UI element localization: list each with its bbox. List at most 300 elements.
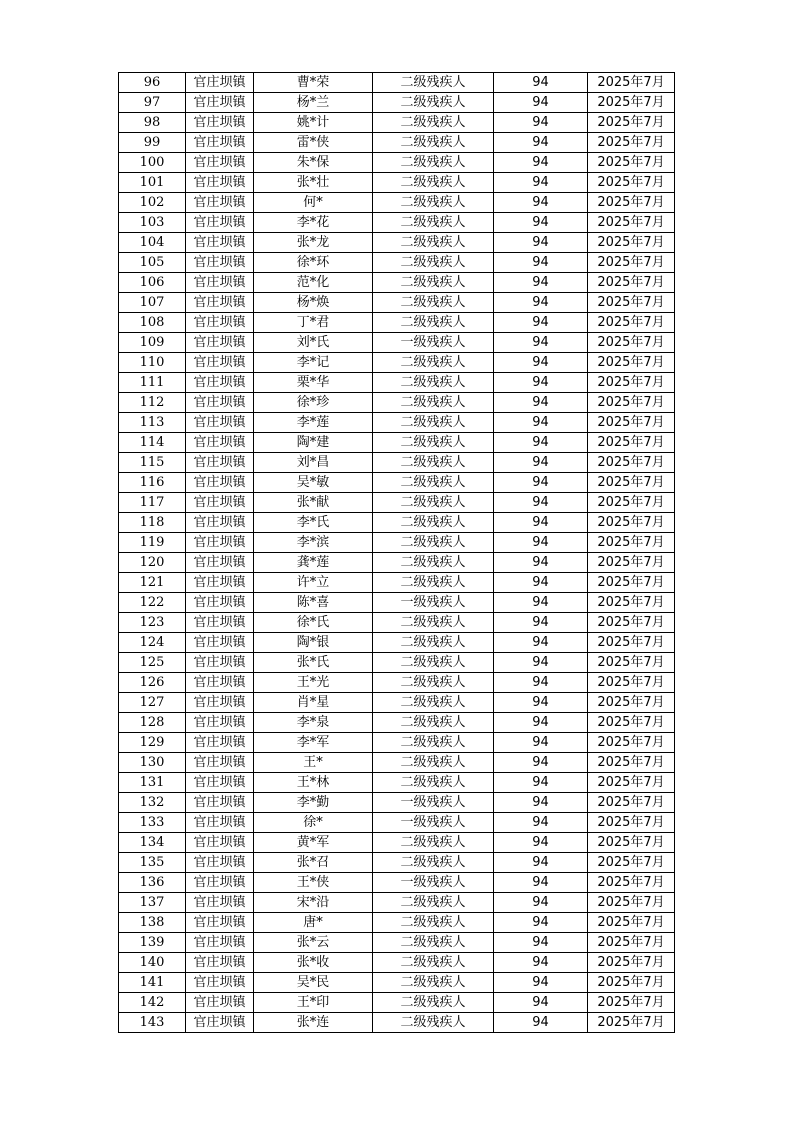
- town-cell: 官庄坝镇: [186, 73, 254, 93]
- table-row: [119, 173, 675, 193]
- town-cell: 官庄坝镇: [186, 913, 254, 933]
- amount-cell: 94: [494, 733, 588, 753]
- row-number-cell: 139: [119, 933, 186, 953]
- town-cell: 官庄坝镇: [186, 653, 254, 673]
- amount-cell: 94: [494, 673, 588, 693]
- amount-cell: 94: [494, 653, 588, 673]
- amount-cell: 94: [494, 73, 588, 93]
- month-cell: 2025年7月: [588, 953, 675, 973]
- amount-cell: 94: [494, 613, 588, 633]
- disability-level-cell: 一级残疾人: [373, 593, 494, 613]
- amount-cell: 94: [494, 313, 588, 333]
- name-cell: 黄*军: [254, 833, 373, 853]
- disability-level-cell: 二级残疾人: [373, 353, 494, 373]
- table-row: [119, 133, 675, 153]
- town-cell: 官庄坝镇: [186, 373, 254, 393]
- disability-level-cell: 二级残疾人: [373, 193, 494, 213]
- month-cell: 2025年7月: [588, 133, 675, 153]
- town-cell: 官庄坝镇: [186, 333, 254, 353]
- amount-cell: 94: [494, 913, 588, 933]
- name-cell: 姚*计: [254, 113, 373, 133]
- name-cell: 刘*氏: [254, 333, 373, 353]
- disability-level-cell: 二级残疾人: [373, 933, 494, 953]
- table-row: [119, 493, 675, 513]
- amount-cell: 94: [494, 553, 588, 573]
- table-row: [119, 913, 675, 933]
- disability-level-cell: 二级残疾人: [373, 893, 494, 913]
- disability-level-cell: 二级残疾人: [373, 413, 494, 433]
- row-number-cell: 117: [119, 493, 186, 513]
- disability-level-cell: 二级残疾人: [373, 693, 494, 713]
- town-cell: 官庄坝镇: [186, 233, 254, 253]
- amount-cell: 94: [494, 793, 588, 813]
- row-number-cell: 134: [119, 833, 186, 853]
- name-cell: 李*莲: [254, 413, 373, 433]
- town-cell: 官庄坝镇: [186, 673, 254, 693]
- row-number-cell: 126: [119, 673, 186, 693]
- amount-cell: 94: [494, 1013, 588, 1033]
- month-cell: 2025年7月: [588, 373, 675, 393]
- town-cell: 官庄坝镇: [186, 413, 254, 433]
- table-row: [119, 753, 675, 773]
- disability-level-cell: 二级残疾人: [373, 633, 494, 653]
- row-number-cell: 96: [119, 73, 186, 93]
- name-cell: 杨*焕: [254, 293, 373, 313]
- amount-cell: 94: [494, 153, 588, 173]
- disability-level-cell: 一级残疾人: [373, 873, 494, 893]
- month-cell: 2025年7月: [588, 493, 675, 513]
- amount-cell: 94: [494, 753, 588, 773]
- month-cell: 2025年7月: [588, 633, 675, 653]
- town-cell: 官庄坝镇: [186, 273, 254, 293]
- month-cell: 2025年7月: [588, 213, 675, 233]
- month-cell: 2025年7月: [588, 193, 675, 213]
- disability-level-cell: 二级残疾人: [373, 253, 494, 273]
- disability-level-cell: 二级残疾人: [373, 93, 494, 113]
- name-cell: 徐*环: [254, 253, 373, 273]
- name-cell: 陶*建: [254, 433, 373, 453]
- amount-cell: 94: [494, 293, 588, 313]
- disability-level-cell: 二级残疾人: [373, 213, 494, 233]
- town-cell: 官庄坝镇: [186, 693, 254, 713]
- name-cell: 雷*侠: [254, 133, 373, 153]
- town-cell: 官庄坝镇: [186, 873, 254, 893]
- table-row: [119, 953, 675, 973]
- amount-cell: 94: [494, 193, 588, 213]
- disability-level-cell: 二级残疾人: [373, 513, 494, 533]
- disability-level-cell: 二级残疾人: [373, 753, 494, 773]
- disability-level-cell: 二级残疾人: [373, 1013, 494, 1033]
- disability-level-cell: 二级残疾人: [373, 773, 494, 793]
- month-cell: 2025年7月: [588, 853, 675, 873]
- town-cell: 官庄坝镇: [186, 753, 254, 773]
- name-cell: 张*献: [254, 493, 373, 513]
- name-cell: 王*林: [254, 773, 373, 793]
- table-row: [119, 713, 675, 733]
- row-number-cell: 132: [119, 793, 186, 813]
- table-row: [119, 473, 675, 493]
- row-number-cell: 120: [119, 553, 186, 573]
- amount-cell: 94: [494, 893, 588, 913]
- month-cell: 2025年7月: [588, 513, 675, 533]
- month-cell: 2025年7月: [588, 253, 675, 273]
- month-cell: 2025年7月: [588, 753, 675, 773]
- row-number-cell: 102: [119, 193, 186, 213]
- table-row: [119, 273, 675, 293]
- disability-level-cell: 二级残疾人: [373, 613, 494, 633]
- row-number-cell: 105: [119, 253, 186, 273]
- row-number-cell: 112: [119, 393, 186, 413]
- name-cell: 张*云: [254, 933, 373, 953]
- town-cell: 官庄坝镇: [186, 833, 254, 853]
- name-cell: 朱*保: [254, 153, 373, 173]
- name-cell: 李*泉: [254, 713, 373, 733]
- name-cell: 李*滨: [254, 533, 373, 553]
- amount-cell: 94: [494, 533, 588, 553]
- name-cell: 李*勤: [254, 793, 373, 813]
- month-cell: 2025年7月: [588, 293, 675, 313]
- month-cell: 2025年7月: [588, 113, 675, 133]
- table-row: [119, 833, 675, 853]
- disability-level-cell: 二级残疾人: [373, 173, 494, 193]
- town-cell: 官庄坝镇: [186, 633, 254, 653]
- row-number-cell: 137: [119, 893, 186, 913]
- disability-level-cell: 二级残疾人: [373, 313, 494, 333]
- name-cell: 何*: [254, 193, 373, 213]
- disability-level-cell: 二级残疾人: [373, 533, 494, 553]
- town-cell: 官庄坝镇: [186, 733, 254, 753]
- row-number-cell: 97: [119, 93, 186, 113]
- amount-cell: 94: [494, 213, 588, 233]
- name-cell: 陈*喜: [254, 593, 373, 613]
- row-number-cell: 143: [119, 1013, 186, 1033]
- month-cell: 2025年7月: [588, 433, 675, 453]
- disability-level-cell: 二级残疾人: [373, 233, 494, 253]
- row-number-cell: 125: [119, 653, 186, 673]
- town-cell: 官庄坝镇: [186, 993, 254, 1013]
- amount-cell: 94: [494, 693, 588, 713]
- town-cell: 官庄坝镇: [186, 353, 254, 373]
- month-cell: 2025年7月: [588, 273, 675, 293]
- name-cell: 唐*: [254, 913, 373, 933]
- table-row: [119, 793, 675, 813]
- month-cell: 2025年7月: [588, 333, 675, 353]
- name-cell: 吴*敏: [254, 473, 373, 493]
- month-cell: 2025年7月: [588, 973, 675, 993]
- row-number-cell: 109: [119, 333, 186, 353]
- row-number-cell: 122: [119, 593, 186, 613]
- month-cell: 2025年7月: [588, 993, 675, 1013]
- amount-cell: 94: [494, 493, 588, 513]
- month-cell: 2025年7月: [588, 73, 675, 93]
- town-cell: 官庄坝镇: [186, 213, 254, 233]
- disability-level-cell: 二级残疾人: [373, 453, 494, 473]
- disability-level-cell: 二级残疾人: [373, 133, 494, 153]
- amount-cell: 94: [494, 233, 588, 253]
- amount-cell: 94: [494, 453, 588, 473]
- amount-cell: 94: [494, 933, 588, 953]
- row-number-cell: 103: [119, 213, 186, 233]
- month-cell: 2025年7月: [588, 933, 675, 953]
- name-cell: 李*氏: [254, 513, 373, 533]
- row-number-cell: 124: [119, 633, 186, 653]
- row-number-cell: 128: [119, 713, 186, 733]
- disability-level-cell: 二级残疾人: [373, 293, 494, 313]
- town-cell: 官庄坝镇: [186, 473, 254, 493]
- month-cell: 2025年7月: [588, 913, 675, 933]
- amount-cell: 94: [494, 273, 588, 293]
- town-cell: 官庄坝镇: [186, 253, 254, 273]
- month-cell: 2025年7月: [588, 353, 675, 373]
- row-number-cell: 101: [119, 173, 186, 193]
- amount-cell: 94: [494, 393, 588, 413]
- name-cell: 王*印: [254, 993, 373, 1013]
- disability-level-cell: 二级残疾人: [373, 433, 494, 453]
- month-cell: 2025年7月: [588, 553, 675, 573]
- month-cell: 2025年7月: [588, 833, 675, 853]
- name-cell: 栗*华: [254, 373, 373, 393]
- disability-level-cell: 二级残疾人: [373, 493, 494, 513]
- disability-level-cell: 二级残疾人: [373, 473, 494, 493]
- roster-table: [118, 72, 675, 1033]
- disability-level-cell: 二级残疾人: [373, 573, 494, 593]
- row-number-cell: 130: [119, 753, 186, 773]
- town-cell: 官庄坝镇: [186, 153, 254, 173]
- name-cell: 曹*荣: [254, 73, 373, 93]
- table-row: [119, 413, 675, 433]
- table-row: [119, 893, 675, 913]
- town-cell: 官庄坝镇: [186, 133, 254, 153]
- disability-level-cell: 二级残疾人: [373, 553, 494, 573]
- disability-level-cell: 二级残疾人: [373, 153, 494, 173]
- table-row: [119, 693, 675, 713]
- town-cell: 官庄坝镇: [186, 1013, 254, 1033]
- row-number-cell: 119: [119, 533, 186, 553]
- table-row: [119, 393, 675, 413]
- town-cell: 官庄坝镇: [186, 713, 254, 733]
- town-cell: 官庄坝镇: [186, 613, 254, 633]
- month-cell: 2025年7月: [588, 673, 675, 693]
- disability-level-cell: 二级残疾人: [373, 273, 494, 293]
- amount-cell: 94: [494, 993, 588, 1013]
- month-cell: 2025年7月: [588, 793, 675, 813]
- table-row: [119, 313, 675, 333]
- month-cell: 2025年7月: [588, 693, 675, 713]
- disability-level-cell: 二级残疾人: [373, 953, 494, 973]
- name-cell: 肖*星: [254, 693, 373, 713]
- town-cell: 官庄坝镇: [186, 793, 254, 813]
- table-row: [119, 353, 675, 373]
- row-number-cell: 142: [119, 993, 186, 1013]
- table-row: [119, 933, 675, 953]
- name-cell: 吴*民: [254, 973, 373, 993]
- town-cell: 官庄坝镇: [186, 393, 254, 413]
- disability-level-cell: 二级残疾人: [373, 653, 494, 673]
- month-cell: 2025年7月: [588, 653, 675, 673]
- town-cell: 官庄坝镇: [186, 293, 254, 313]
- row-number-cell: 114: [119, 433, 186, 453]
- name-cell: 李*花: [254, 213, 373, 233]
- disability-level-cell: 二级残疾人: [373, 733, 494, 753]
- amount-cell: 94: [494, 513, 588, 533]
- table-row: [119, 853, 675, 873]
- amount-cell: 94: [494, 373, 588, 393]
- name-cell: 张*召: [254, 853, 373, 873]
- month-cell: 2025年7月: [588, 873, 675, 893]
- month-cell: 2025年7月: [588, 393, 675, 413]
- table-row: [119, 813, 675, 833]
- disability-level-cell: 二级残疾人: [373, 113, 494, 133]
- amount-cell: 94: [494, 113, 588, 133]
- town-cell: 官庄坝镇: [186, 553, 254, 573]
- table-row: [119, 453, 675, 473]
- row-number-cell: 118: [119, 513, 186, 533]
- amount-cell: 94: [494, 973, 588, 993]
- name-cell: 张*连: [254, 1013, 373, 1033]
- month-cell: 2025年7月: [588, 233, 675, 253]
- row-number-cell: 111: [119, 373, 186, 393]
- name-cell: 李*军: [254, 733, 373, 753]
- table-row: [119, 233, 675, 253]
- table-row: [119, 873, 675, 893]
- disability-level-cell: 一级残疾人: [373, 333, 494, 353]
- table-row: [119, 993, 675, 1013]
- name-cell: 杨*兰: [254, 93, 373, 113]
- name-cell: 张*壮: [254, 173, 373, 193]
- town-cell: 官庄坝镇: [186, 193, 254, 213]
- amount-cell: 94: [494, 333, 588, 353]
- amount-cell: 94: [494, 433, 588, 453]
- name-cell: 许*立: [254, 573, 373, 593]
- table-row: [119, 253, 675, 273]
- table-row: [119, 193, 675, 213]
- town-cell: 官庄坝镇: [186, 893, 254, 913]
- name-cell: 张*收: [254, 953, 373, 973]
- table-row: [119, 93, 675, 113]
- month-cell: 2025年7月: [588, 153, 675, 173]
- disability-level-cell: 二级残疾人: [373, 973, 494, 993]
- table-row: [119, 773, 675, 793]
- disability-level-cell: 二级残疾人: [373, 833, 494, 853]
- name-cell: 范*化: [254, 273, 373, 293]
- disability-level-cell: 二级残疾人: [373, 393, 494, 413]
- amount-cell: 94: [494, 473, 588, 493]
- amount-cell: 94: [494, 773, 588, 793]
- table-row: [119, 433, 675, 453]
- month-cell: 2025年7月: [588, 613, 675, 633]
- amount-cell: 94: [494, 413, 588, 433]
- amount-cell: 94: [494, 813, 588, 833]
- town-cell: 官庄坝镇: [186, 513, 254, 533]
- row-number-cell: 123: [119, 613, 186, 633]
- month-cell: 2025年7月: [588, 453, 675, 473]
- name-cell: 李*记: [254, 353, 373, 373]
- town-cell: 官庄坝镇: [186, 853, 254, 873]
- amount-cell: 94: [494, 573, 588, 593]
- row-number-cell: 138: [119, 913, 186, 933]
- town-cell: 官庄坝镇: [186, 93, 254, 113]
- town-cell: 官庄坝镇: [186, 573, 254, 593]
- amount-cell: 94: [494, 713, 588, 733]
- row-number-cell: 121: [119, 573, 186, 593]
- month-cell: 2025年7月: [588, 593, 675, 613]
- name-cell: 宋*沿: [254, 893, 373, 913]
- table-row: [119, 973, 675, 993]
- row-number-cell: 104: [119, 233, 186, 253]
- amount-cell: 94: [494, 853, 588, 873]
- name-cell: 陶*银: [254, 633, 373, 653]
- disability-level-cell: 二级残疾人: [373, 853, 494, 873]
- name-cell: 张*龙: [254, 233, 373, 253]
- month-cell: 2025年7月: [588, 173, 675, 193]
- town-cell: 官庄坝镇: [186, 113, 254, 133]
- name-cell: 徐*: [254, 813, 373, 833]
- row-number-cell: 116: [119, 473, 186, 493]
- disability-level-cell: 二级残疾人: [373, 73, 494, 93]
- table-row: [119, 553, 675, 573]
- name-cell: 王*光: [254, 673, 373, 693]
- row-number-cell: 133: [119, 813, 186, 833]
- table-row: [119, 1013, 675, 1033]
- name-cell: 刘*昌: [254, 453, 373, 473]
- table-row: [119, 153, 675, 173]
- table-row: [119, 633, 675, 653]
- table-row: [119, 73, 675, 93]
- table-row: [119, 513, 675, 533]
- disability-level-cell: 二级残疾人: [373, 993, 494, 1013]
- town-cell: 官庄坝镇: [186, 813, 254, 833]
- table-row: [119, 653, 675, 673]
- disability-level-cell: 二级残疾人: [373, 913, 494, 933]
- table-row: [119, 213, 675, 233]
- table-row: [119, 533, 675, 553]
- row-number-cell: 98: [119, 113, 186, 133]
- amount-cell: 94: [494, 833, 588, 853]
- roster-table-body: [119, 73, 675, 1033]
- row-number-cell: 99: [119, 133, 186, 153]
- amount-cell: 94: [494, 593, 588, 613]
- amount-cell: 94: [494, 953, 588, 973]
- row-number-cell: 108: [119, 313, 186, 333]
- month-cell: 2025年7月: [588, 1013, 675, 1033]
- row-number-cell: 141: [119, 973, 186, 993]
- name-cell: 王*: [254, 753, 373, 773]
- month-cell: 2025年7月: [588, 813, 675, 833]
- amount-cell: 94: [494, 133, 588, 153]
- town-cell: 官庄坝镇: [186, 933, 254, 953]
- row-number-cell: 127: [119, 693, 186, 713]
- town-cell: 官庄坝镇: [186, 313, 254, 333]
- name-cell: 丁*君: [254, 313, 373, 333]
- row-number-cell: 110: [119, 353, 186, 373]
- row-number-cell: 140: [119, 953, 186, 973]
- town-cell: 官庄坝镇: [186, 973, 254, 993]
- month-cell: 2025年7月: [588, 533, 675, 553]
- town-cell: 官庄坝镇: [186, 173, 254, 193]
- name-cell: 徐*氏: [254, 613, 373, 633]
- town-cell: 官庄坝镇: [186, 453, 254, 473]
- amount-cell: 94: [494, 873, 588, 893]
- town-cell: 官庄坝镇: [186, 433, 254, 453]
- table-row: [119, 673, 675, 693]
- month-cell: 2025年7月: [588, 413, 675, 433]
- town-cell: 官庄坝镇: [186, 593, 254, 613]
- disability-level-cell: 二级残疾人: [373, 373, 494, 393]
- disability-level-cell: 二级残疾人: [373, 673, 494, 693]
- amount-cell: 94: [494, 253, 588, 273]
- amount-cell: 94: [494, 633, 588, 653]
- name-cell: 张*氏: [254, 653, 373, 673]
